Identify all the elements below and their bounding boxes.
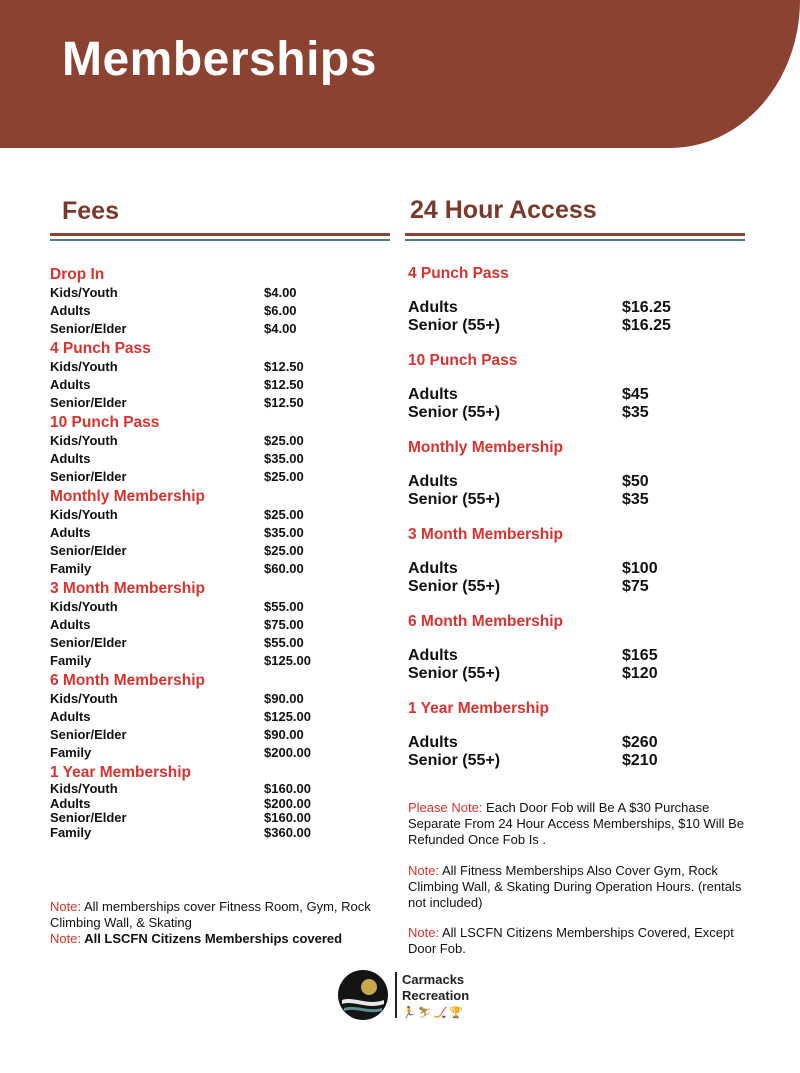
logo-divider <box>395 972 397 1018</box>
row-price: $200.00 <box>264 795 311 811</box>
row-label: Senior/Elder <box>50 810 127 826</box>
section-title: Monthly Membership <box>408 439 564 456</box>
row-label: Senior/Elder <box>50 469 127 484</box>
access-row <box>408 317 748 335</box>
fees-rule <box>50 233 390 241</box>
fee-row <box>50 826 330 841</box>
note-text: All LSCFN Citizens Memberships Covered, Except Door Fob. <box>408 925 734 956</box>
access-row <box>408 665 748 683</box>
row-label: Kids/Youth <box>50 507 118 522</box>
access-row <box>408 299 748 317</box>
row-price: $60.00 <box>264 561 304 576</box>
row-label: Adults <box>50 709 91 724</box>
access-row <box>408 647 748 665</box>
row-price: $6.00 <box>264 303 297 318</box>
row-price: $120 <box>622 665 658 682</box>
row-label: Adults <box>50 451 91 466</box>
row-label: Kids/Youth <box>50 285 118 300</box>
row-label: Senior (55+) <box>408 317 501 334</box>
row-label: Family <box>50 561 92 576</box>
fees-title: Fees <box>62 197 119 225</box>
section-title: 3 Month Membership <box>408 526 564 543</box>
row-label: Adults <box>50 617 91 632</box>
logo-line-2: Recreation <box>402 988 470 1003</box>
row-label: Adults <box>408 647 458 664</box>
row-price: $55.00 <box>264 635 304 650</box>
row-price: $90.00 <box>264 727 304 742</box>
fees-note-lscfn <box>50 931 390 947</box>
row-price: $4.00 <box>264 285 297 300</box>
row-label: Family <box>50 653 92 668</box>
row-price: $16.25 <box>622 299 671 316</box>
section-title: Drop In <box>50 266 105 283</box>
logo-emblem-icon <box>338 970 388 1020</box>
fee-row <box>50 376 330 394</box>
row-label: Adults <box>408 473 458 490</box>
row-price: $12.50 <box>264 395 304 410</box>
fee-row <box>50 634 330 652</box>
fee-row <box>50 744 330 762</box>
row-price: $75 <box>622 578 649 595</box>
row-price: $75.00 <box>264 617 304 632</box>
row-price: $16.25 <box>622 317 671 334</box>
fees-note-coverage <box>50 899 390 931</box>
row-label: Adults <box>50 377 91 392</box>
row-label: Kids/Youth <box>50 433 118 448</box>
note-label: Note: <box>50 931 82 946</box>
access-note-lscfn <box>408 925 758 957</box>
access-row <box>408 734 748 752</box>
row-label: Senior/Elder <box>50 635 127 650</box>
access-section-monthly <box>408 438 748 509</box>
fee-row <box>50 320 330 338</box>
access-list <box>408 264 748 786</box>
section-title: Monthly Membership <box>50 488 206 505</box>
section-title: 1 Year Membership <box>50 764 192 781</box>
fees-section-6-month <box>50 671 330 762</box>
section-title: 1 Year Membership <box>408 700 550 717</box>
section-title: 4 Punch Pass <box>50 340 151 357</box>
row-label: Kids/Youth <box>50 691 118 706</box>
row-price: $35 <box>622 491 649 508</box>
note-text: Each Door Fob will Be A $30 Purchase Separate From 24 Hour Access Memberships, $10 Will Be Refunded Once Fob Is . <box>408 800 744 847</box>
fee-row <box>50 524 330 542</box>
row-price: $210 <box>622 752 658 769</box>
row-price: $25.00 <box>264 507 304 522</box>
row-label: Senior (55+) <box>408 404 501 421</box>
note-text: All LSCFN Citizens Memberships covered <box>81 931 343 946</box>
row-label: Family <box>50 825 92 841</box>
row-label: Family <box>50 745 92 760</box>
fees-section-4-punch <box>50 339 330 412</box>
row-price: $165 <box>622 647 658 664</box>
fee-row <box>50 394 330 412</box>
fee-row <box>50 542 330 560</box>
row-price: $90.00 <box>264 691 304 706</box>
access-section-1-year <box>408 699 748 770</box>
fee-row <box>50 450 330 468</box>
access-row <box>408 404 748 422</box>
fee-row <box>50 358 330 376</box>
access-row <box>408 491 748 509</box>
row-label: Adults <box>50 795 91 811</box>
row-label: Adults <box>50 525 91 540</box>
fees-list <box>50 264 330 841</box>
note-label: Note: <box>408 863 440 878</box>
row-label: Adults <box>50 303 91 318</box>
fee-row <box>50 726 330 744</box>
row-price: $25.00 <box>264 433 304 448</box>
row-label: Senior (55+) <box>408 491 501 508</box>
row-price: $50 <box>622 473 649 490</box>
row-price: $200.00 <box>264 745 311 760</box>
fee-row <box>50 811 330 826</box>
note-label: Note: <box>50 899 82 914</box>
note-label: Please Note: <box>408 800 483 815</box>
row-price: $35.00 <box>264 451 304 466</box>
row-price: $35 <box>622 404 649 421</box>
row-label: Senior/Elder <box>50 727 127 742</box>
row-price: $45 <box>622 386 649 403</box>
access-section-6-month <box>408 612 748 683</box>
note-text: All Fitness Memberships Also Cover Gym, Rock Climbing Wall, & Skating During Operation Hours. (rentals not included) <box>408 863 742 910</box>
access-section-4-punch <box>408 264 748 335</box>
fees-section-drop-in <box>50 265 330 338</box>
fee-row <box>50 598 330 616</box>
row-label: Adults <box>408 560 458 577</box>
row-price: $12.50 <box>264 377 304 392</box>
fees-notes <box>50 899 390 947</box>
fees-section-10-punch <box>50 413 330 486</box>
access-title: 24 Hour Access <box>410 196 597 224</box>
access-section-3-month <box>408 525 748 596</box>
row-price: $25.00 <box>264 469 304 484</box>
access-note-fob <box>408 800 758 848</box>
carmacks-recreation-logo <box>338 970 488 1025</box>
access-note-coverage <box>408 863 758 911</box>
fees-section-3-month <box>50 579 330 670</box>
logo-line-1: Carmacks <box>402 972 465 987</box>
row-price: $125.00 <box>264 709 311 724</box>
fee-row <box>50 432 330 450</box>
fee-row <box>50 616 330 634</box>
page-title: Memberships <box>62 33 377 86</box>
row-price: $100 <box>622 560 658 577</box>
row-price: $4.00 <box>264 321 297 336</box>
row-price: $12.50 <box>264 359 304 374</box>
section-title: 3 Month Membership <box>50 580 206 597</box>
row-label: Senior/Elder <box>50 321 127 336</box>
fees-section-1-year <box>50 763 330 841</box>
row-price: $25.00 <box>264 543 304 558</box>
fee-row <box>50 284 330 302</box>
fee-row <box>50 560 330 578</box>
row-label: Kids/Youth <box>50 781 118 796</box>
row-label: Senior/Elder <box>50 543 127 558</box>
section-title: 6 Month Membership <box>50 672 206 689</box>
logo-name <box>402 972 469 1004</box>
access-row <box>408 578 748 596</box>
row-label: Adults <box>408 299 458 316</box>
fees-section-monthly <box>50 487 330 578</box>
row-label: Adults <box>408 386 458 403</box>
section-title: 4 Punch Pass <box>408 265 509 282</box>
fee-row <box>50 652 330 670</box>
access-rule <box>405 233 745 241</box>
row-price: $260 <box>622 734 658 751</box>
fee-row <box>50 468 330 486</box>
row-price: $360.00 <box>264 825 311 841</box>
row-price: $55.00 <box>264 599 304 614</box>
note-text: All memberships cover Fitness Room, Gym, Rock Climbing Wall, & Skating <box>50 899 371 930</box>
row-label: Senior (55+) <box>408 665 501 682</box>
note-label: Note: <box>408 925 440 940</box>
row-label: Senior (55+) <box>408 752 501 769</box>
access-row <box>408 752 748 770</box>
access-section-10-punch <box>408 351 748 422</box>
section-title: 10 Punch Pass <box>50 414 160 431</box>
access-row <box>408 560 748 578</box>
fee-row <box>50 506 330 524</box>
fee-row <box>50 690 330 708</box>
access-row <box>408 386 748 404</box>
section-title: 10 Punch Pass <box>408 352 518 369</box>
fee-row <box>50 708 330 726</box>
row-price: $125.00 <box>264 653 311 668</box>
row-price: $160.00 <box>264 781 311 796</box>
fee-row <box>50 782 330 797</box>
row-label: Senior (55+) <box>408 578 501 595</box>
fee-row <box>50 302 330 320</box>
row-price: $160.00 <box>264 810 311 826</box>
access-row <box>408 473 748 491</box>
row-label: Senior/Elder <box>50 395 127 410</box>
row-label: Adults <box>408 734 458 751</box>
fee-row <box>50 797 330 812</box>
row-label: Kids/Youth <box>50 599 118 614</box>
row-price: $35.00 <box>264 525 304 540</box>
row-label: Kids/Youth <box>50 359 118 374</box>
section-title: 6 Month Membership <box>408 613 564 630</box>
sport-figures-icon: 🏃⛷🏒🏆 <box>402 1007 466 1019</box>
header-banner <box>0 0 800 148</box>
